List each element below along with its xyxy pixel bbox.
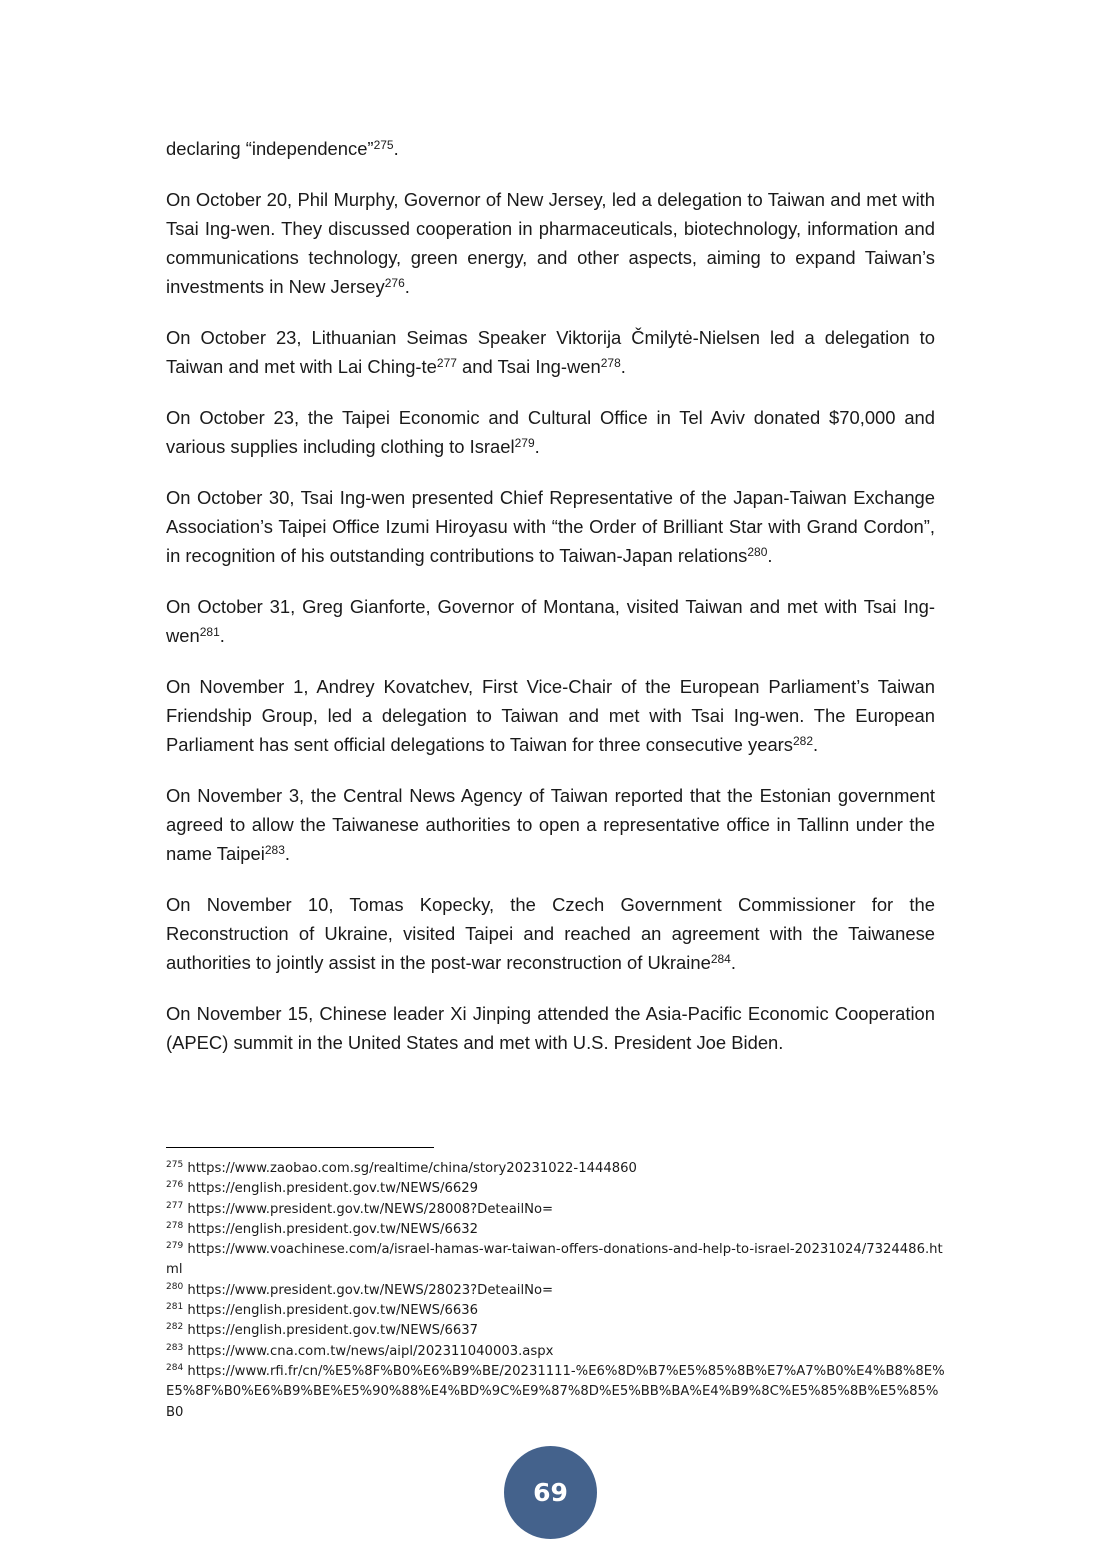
- footnote: $^{278}$ https://english.president.gov.tw/NEWS/6632: [166, 1220, 479, 1237]
- footnote-link[interactable]: https://english.president.gov.tw/NEWS/6637: [187, 1323, 479, 1339]
- footnote-ref[interactable]: 284: [710, 952, 731, 966]
- paragraph: On October 30, Tsai Ing-wen presented Chief Representative of the Japan-Taiwan Exchange Association’s Taipei Office Izumi Hiroyasu with “the Order of Brilliant Star with Grand Cordon”, in recognition of his outstanding contributions to Taiwan-Japan relations$^{280}$.: [166, 487, 935, 566]
- footnote-ref[interactable]: 275: [373, 138, 394, 152]
- footnote-ref[interactable]: 282: [793, 734, 814, 748]
- paragraph: On October 31, Greg Gianforte, Governor of Montana, visited Taiwan and met with Tsai Ing-wen$^{281}$.: [166, 596, 935, 646]
- paragraph: On October 23, the Taipei Economic and Cultural Office in Tel Aviv donated $70,000 and various supplies including clothing to Israel$^{279}$.: [166, 407, 935, 457]
- footnote-ref[interactable]: 279: [514, 436, 535, 450]
- footnote-ref[interactable]: 283: [264, 843, 285, 857]
- paragraph: On November 3, the Central News Agency of Taiwan reported that the Estonian government agreed to allow the Taiwanese authorities to open a representative office in Tallinn under the name Taipei$^{283}$.: [166, 785, 935, 864]
- footnote-link[interactable]: https://www.voachinese.com/a/israel-hamas-war-taiwan-offers-donations-and-help-to-israel-20231024/7324486.html: [166, 1242, 943, 1278]
- footnote: $^{281}$ https://english.president.gov.tw/NEWS/6636: [166, 1302, 479, 1319]
- paragraph: On November 15, Chinese leader Xi Jinping attended the Asia-Pacific Economic Cooperation (APEC) summit in the United States and met with U.S. President Joe Biden.: [166, 1003, 935, 1053]
- page-number: 69: [504, 1446, 597, 1539]
- paragraph: On November 10, Tomas Kopecky, the Czech Government Commissioner for the Reconstruction of Ukraine, visited Taipei and reached an agreement with the Taiwanese authorities to jointly assist in the post-war reconstruction of Ukraine$^{284}$.: [166, 894, 935, 973]
- footnote: $^{284}$ https://www.rfi.fr/cn/%E5%8F%B0%E6%B9%BE/20231111-%E6%8D%B7%E5%85%8B%E7%A7%B0%E4%B8%8E%E5%8F%B0%E6%B9%BE%E5%90%88%E4%BD%9C%E9%87%8D%E5%BB%BA%E4%B9%8C%E5%85%8B%E5%85%B0: [166, 1362, 945, 1420]
- paragraph: On November 1, Andrey Kovatchev, First Vice-Chair of the European Parliament’s Taiwan Friendship Group, led a delegation to Taiwan and met with Tsai Ing-wen. The European Parliament has sent official delegations to Taiwan for three consecutive years$^{282}$.: [166, 676, 935, 755]
- footnote: $^{280}$ https://www.president.gov.tw/NEWS/28023?DeteailNo=: [166, 1281, 554, 1298]
- footnote: $^{275}$ https://www.zaobao.com.sg/realtime/china/story20231022-1444860: [166, 1160, 637, 1176]
- footnote: $^{279}$ https://www.voachinese.com/a/israel-hamas-war-taiwan-offers-donations-and-help-to-israel-20231024/7324486.html: [166, 1241, 943, 1278]
- footnote-ref[interactable]: 277: [436, 356, 457, 370]
- footnote: $^{283}$ https://www.cna.com.tw/news/aipl/202311040003.aspx: [166, 1342, 554, 1359]
- body-text: [166, 134, 935, 1079]
- footnote-divider: [166, 1147, 434, 1148]
- footnote-ref[interactable]: 276: [384, 276, 405, 290]
- footnote-link[interactable]: https://www.rfi.fr/cn/%E5%8F%B0%E6%B9%BE/20231111-%E6%8D%B7%E5%85%8B%E7%A7%B0%E4%B8%8E%E5%8F%B0%E6%B9%BE%E5%90%88%E4%BD%9C%E9%87%8D%E5%BB%BA%E4%B9%8C%E5%85%8B%E5%85%B0: [166, 1363, 945, 1420]
- footnote-link[interactable]: https://www.cna.com.tw/news/aipl/202311040003.aspx: [187, 1343, 554, 1359]
- footnote-link[interactable]: https://english.president.gov.tw/NEWS/6632: [187, 1221, 479, 1237]
- paragraph: declaring “independence”$^{275}$.: [166, 138, 399, 159]
- footnote-link[interactable]: https://www.president.gov.tw/NEWS/28008?DeteailNo=: [187, 1201, 554, 1217]
- footnote-ref[interactable]: 278: [600, 356, 621, 370]
- footnotes: [166, 1159, 946, 1423]
- footnote-link[interactable]: https://www.president.gov.tw/NEWS/28023?DeteailNo=: [187, 1282, 554, 1298]
- footnote: $^{282}$ https://english.president.gov.tw/NEWS/6637: [166, 1322, 479, 1339]
- footnote-link[interactable]: https://english.president.gov.tw/NEWS/6636: [187, 1303, 479, 1319]
- footnote-link[interactable]: https://www.zaobao.com.sg/realtime/china/story20231022-1444860: [187, 1161, 637, 1176]
- footnote-link[interactable]: https://english.president.gov.tw/NEWS/6629: [187, 1181, 479, 1197]
- footnote: $^{277}$ https://www.president.gov.tw/NEWS/28008?DeteailNo=: [166, 1200, 554, 1217]
- paragraph: On October 23, Lithuanian Seimas Speaker Viktorija Čmilytė-Nielsen led a delegation to Taiwan and met with Lai Ching-$te^{277}$ and Tsai Ing-wen$^{278}$.: [166, 327, 935, 377]
- paragraph: On October 20, Phil Murphy, Governor of New Jersey, led a delegation to Taiwan and met with Tsai Ing-wen. They discussed cooperation in pharmaceuticals, biotechnology, information and communications technology, green energy, and other aspects, aiming to expand Taiwan’s investments in New Jersey$^{276}$.: [166, 189, 935, 297]
- footnote-ref[interactable]: 281: [199, 625, 220, 639]
- footnote-ref[interactable]: 280: [747, 545, 768, 559]
- footnote: $^{276}$ https://english.president.gov.tw/NEWS/6629: [166, 1180, 479, 1197]
